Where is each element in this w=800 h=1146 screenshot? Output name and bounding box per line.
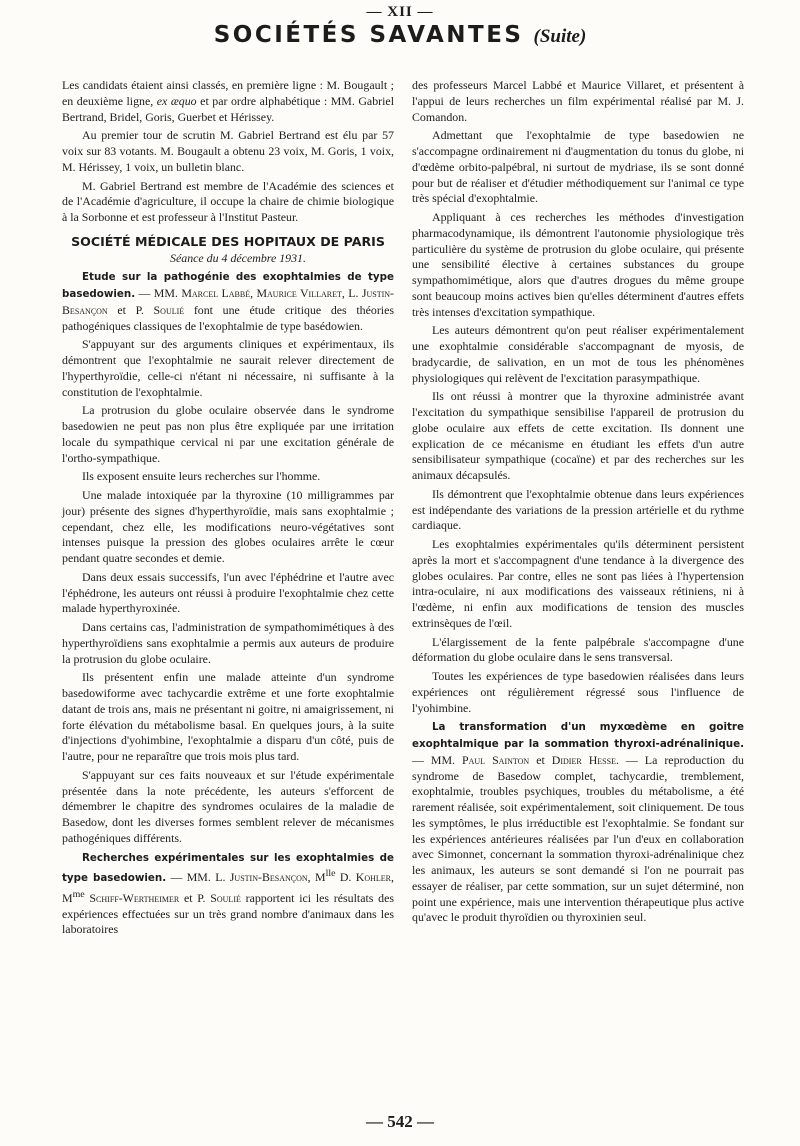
paragraph: Dans deux essais successifs, l'un avec l'éphédrine et l'autre avec l'éphédrone, les auteurs ont réussi à produire l'exophtalmie chez cette malade hyperthyroxinée. xyxy=(62,569,394,616)
paragraph: Appliquant à ces recherches les méthodes d'investigation pharmacodynamique, ils démontrent l'autonomie physiologique très particulière du système de protrusion du globe oculaire, qui présente une sensibilité élective à certaines substances du groupe sympathomimétique, alors que d'autres drogues du même groupe sont beaucoup moins actives bien qu'elles déterminent d'autres effets très intenses d'excitation sympathique. xyxy=(412,210,744,319)
paragraph: Admettant que l'exophtalmie de type basedowien ne s'accompagne ordinairement ni d'augmentation du tonus du globe, ni d'œdème orbito-palpébral, ni surtout de mydriase, ils se sont donné pour but de réaliser et d'étudier méthodiquement sur l'animal ce type très spécial d'exophtalmie. xyxy=(412,128,744,206)
seance-date: Séance du 4 décembre 1931. xyxy=(170,250,306,265)
paragraph: Une malade intoxiquée par la thyroxine (10 milligrammes par jour) présente des signes d'hyperthyroïdie, mais sans exophtalmie ; cependant, chez elle, les modifications neuro-végétatives sont intenses puisque la pression des globes oculaires arrête le cœur pendant quatre secondes et demie. xyxy=(62,488,394,565)
article-transformation: La transformation d'un myxœdème en goitre exophtalmique par la sommation thyroxi-adrénalinique. — MM. Paul Sainton et Didier Hesse. — La reproduction du syndrome de Basedow complet, tachycardie, tremblement, exophtalmie, troubles psychiques, troubles du métabolisme, a été rarement réalisée, soit expérimentalement, soit cliniquement. De tous les symptômes, le plus irréductible est l'exophtalmie. Se fondant sur les expériences antérieures réalisées par l'un d'eux en collaboration avec Simonnet, concernant la sommation thyroxi-adrénalinique chez les animaux, les auteurs se sont demandé si l'on ne pourrait pas essayer de réaliser, par cette sommation, sur un sujet déterminé, non point une expérience, mais une intervention thérapeutique plus active qu'avec le produit thyroïdien ou thyroxinien seul. xyxy=(412,721,744,925)
paragraph-continued: des professeurs Marcel Labbé et Maurice Villaret, et présentent à l'appui de leurs recherches un film expérimental réalisé par M. J. Comandon. xyxy=(412,78,744,124)
page-number: — 542 — xyxy=(366,1112,434,1131)
italic-ex-aequo: ex æquo xyxy=(156,93,197,108)
paragraph: Ils démontrent que l'exophtalmie obtenue dans leurs expériences est indépendante des variations de la pression artérielle et du rythme cardiaque. xyxy=(412,486,744,533)
paragraph: Ils ont réussi à montrer que la thyroxine administrée avant l'excitation du sympathique sensibilise l'appareil de protrusion du globe oculaire aux effets de cette excitation. Ils donnent une explication de ce mécanisme en étudiant les effets d'un autre sensibilisateur sympathique (cocaïne) et par des recherches sur les animaux décapsulés. xyxy=(412,389,744,482)
authors: Marcel Labbé, Maurice Villaret, L. Justin-Besançon xyxy=(62,286,394,317)
section-title: SOCIÉTÉ MÉDICALE DES HOPITAUX DE PARIS xyxy=(71,233,385,249)
paragraph-candidates: Les candidats étaient ainsi classés, en première ligne : M. Bougault ; en deuxième ligne, ex æquo et par ordre alphabétique : MM. Gabriel Bertrand, Bridel, Goris, Guerbet et Hérissey. xyxy=(62,78,395,124)
paragraph: L'élargissement de la fente palpébrale s'accompagne d'une déformation du globe oculaire dans le sens transversal. xyxy=(412,634,744,665)
paragraph: Ils exposent ensuite leurs recherches sur l'homme. xyxy=(82,469,321,484)
roman-page-number: — XII — xyxy=(366,4,434,20)
paragraph: Les exophtalmies expérimentales qu'ils déterminent persistent après la mort et s'accompagnent d'une tendance à la divergence des globes oculaires. Par contre, elles ne sont pas liées à l'hypertension intra-oculaire, ni aux modifications des vaisseaux rétiniens, ni à l'œdème, ni enfin aux modifications de tension des muscles extrinsèques de l'œil. xyxy=(412,537,744,630)
right-column xyxy=(412,78,744,929)
masthead xyxy=(0,22,800,48)
article-title-etude: Etude sur la pathogénie des exophtalmies de type basedowien. xyxy=(62,271,394,300)
paragraph: Les auteurs démontrent qu'on peut réaliser expérimentalement une exophtalmie considérable s'accompagnant de myosis, de bradycardie, de salivation, en un mot de tous les phénomènes physiologiques qui relèvent de l'excitation parasympathique. xyxy=(412,323,744,385)
paragraph: S'appuyant sur ces faits nouveaux et sur l'étude expérimentale présentée dans la note précédente, les auteurs s'efforcent de démembrer le chapitre des syndromes oculaires de la maladie de Basedow, dont les diverses formes semblent relever de mécanismes pathogéniques différents. xyxy=(62,767,394,845)
left-column xyxy=(62,78,394,941)
article-recherches: Recherches expérimentales sur les exophtalmies de type basedowien. — MM. L. Justin-Besançon, $M^{lle}$ D. Kohler, $M^{me}$ Schiff-Wertheimer et P. Soulié rapportent ici les résultats des expériences effectuées sur un très grand nombre d'animaux dans les laboratoires xyxy=(62,851,394,937)
masthead-title: SOCIÉTÉS SAVANTES xyxy=(213,22,524,48)
article-etude: Etude sur la pathogénie des exophtalmies de type basedowien. — MM. Marcel Labbé, Maurice Villaret, L. Justin-Besançon et P. Soulié font une étude critique des théories pathogéniques classiques de l'exophtalmie de type basédowien. xyxy=(62,271,394,333)
paragraph: Toutes les expériences de type basedowien réalisées dans leurs expériences ont régulièrement régressé sous l'influence de l'yohimbine. xyxy=(412,669,744,715)
article-title-recherches: Recherches expérimentales sur les exophtalmies de type basedowien. xyxy=(62,851,394,885)
paragraph: Dans certains cas, l'administration de sympathomimétiques à des hyperthyroïdiens sans exophtalmie a permis aux auteurs de produire la protrusion du globe oculaire. xyxy=(62,620,394,666)
masthead-suite: (Suite) xyxy=(533,26,587,47)
paragraph: S'appuyant sur des arguments cliniques et expérimentaux, ils démontrent que l'exophtalmie ne saurait relever directement de l'hyperthyroïdie, celle-ci n'étant ni nécessaire, ni suffisante à la constitution de l'exophtalmie. xyxy=(62,337,394,399)
paragraph: La protrusion du globe oculaire observée dans le syndrome basedowien ne peut pas non plus être expliquée par une irritation locale du sympathique cervical ni par une excitation générale de l'ortho-sympathique. xyxy=(62,403,394,465)
article-title-transformation: La transformation d'un myxœdème en goitre exophtalmique par la sommation thyroxi-adrénalinique. xyxy=(412,721,744,750)
paragraph-bertrand: M. Gabriel Bertrand est membre de l'Académie des sciences et de l'Académie d'agriculture, il occupe la chaire de chimie biologique à la Sorbonne et est professeur à l'Institut Pasteur. xyxy=(62,178,394,224)
paragraph-scrutin: Au premier tour de scrutin M. Gabriel Bertrand est élu par 57 voix sur 83 votants. M. Bougault a obtenu 23 voix, M. Goris, 1 voix, M. Hérissey, 1 voix, un bulletin blanc. xyxy=(62,128,394,174)
paragraph: Ils présentent enfin une malade atteinte d'un syndrome basedowiforme avec tachycardie extrême et une forte exophtalmie datant de trois ans, mais ne présentant ni goitre, ni amaigrissement, ni forte élévation du métabolisme basal. En quelques jours, à la suite d'injections d'yohimbine, l'exophtalmie a disparu d'un côté, puis de l'autre, pour ne reparaître que trois mois plus tard. xyxy=(62,670,394,763)
